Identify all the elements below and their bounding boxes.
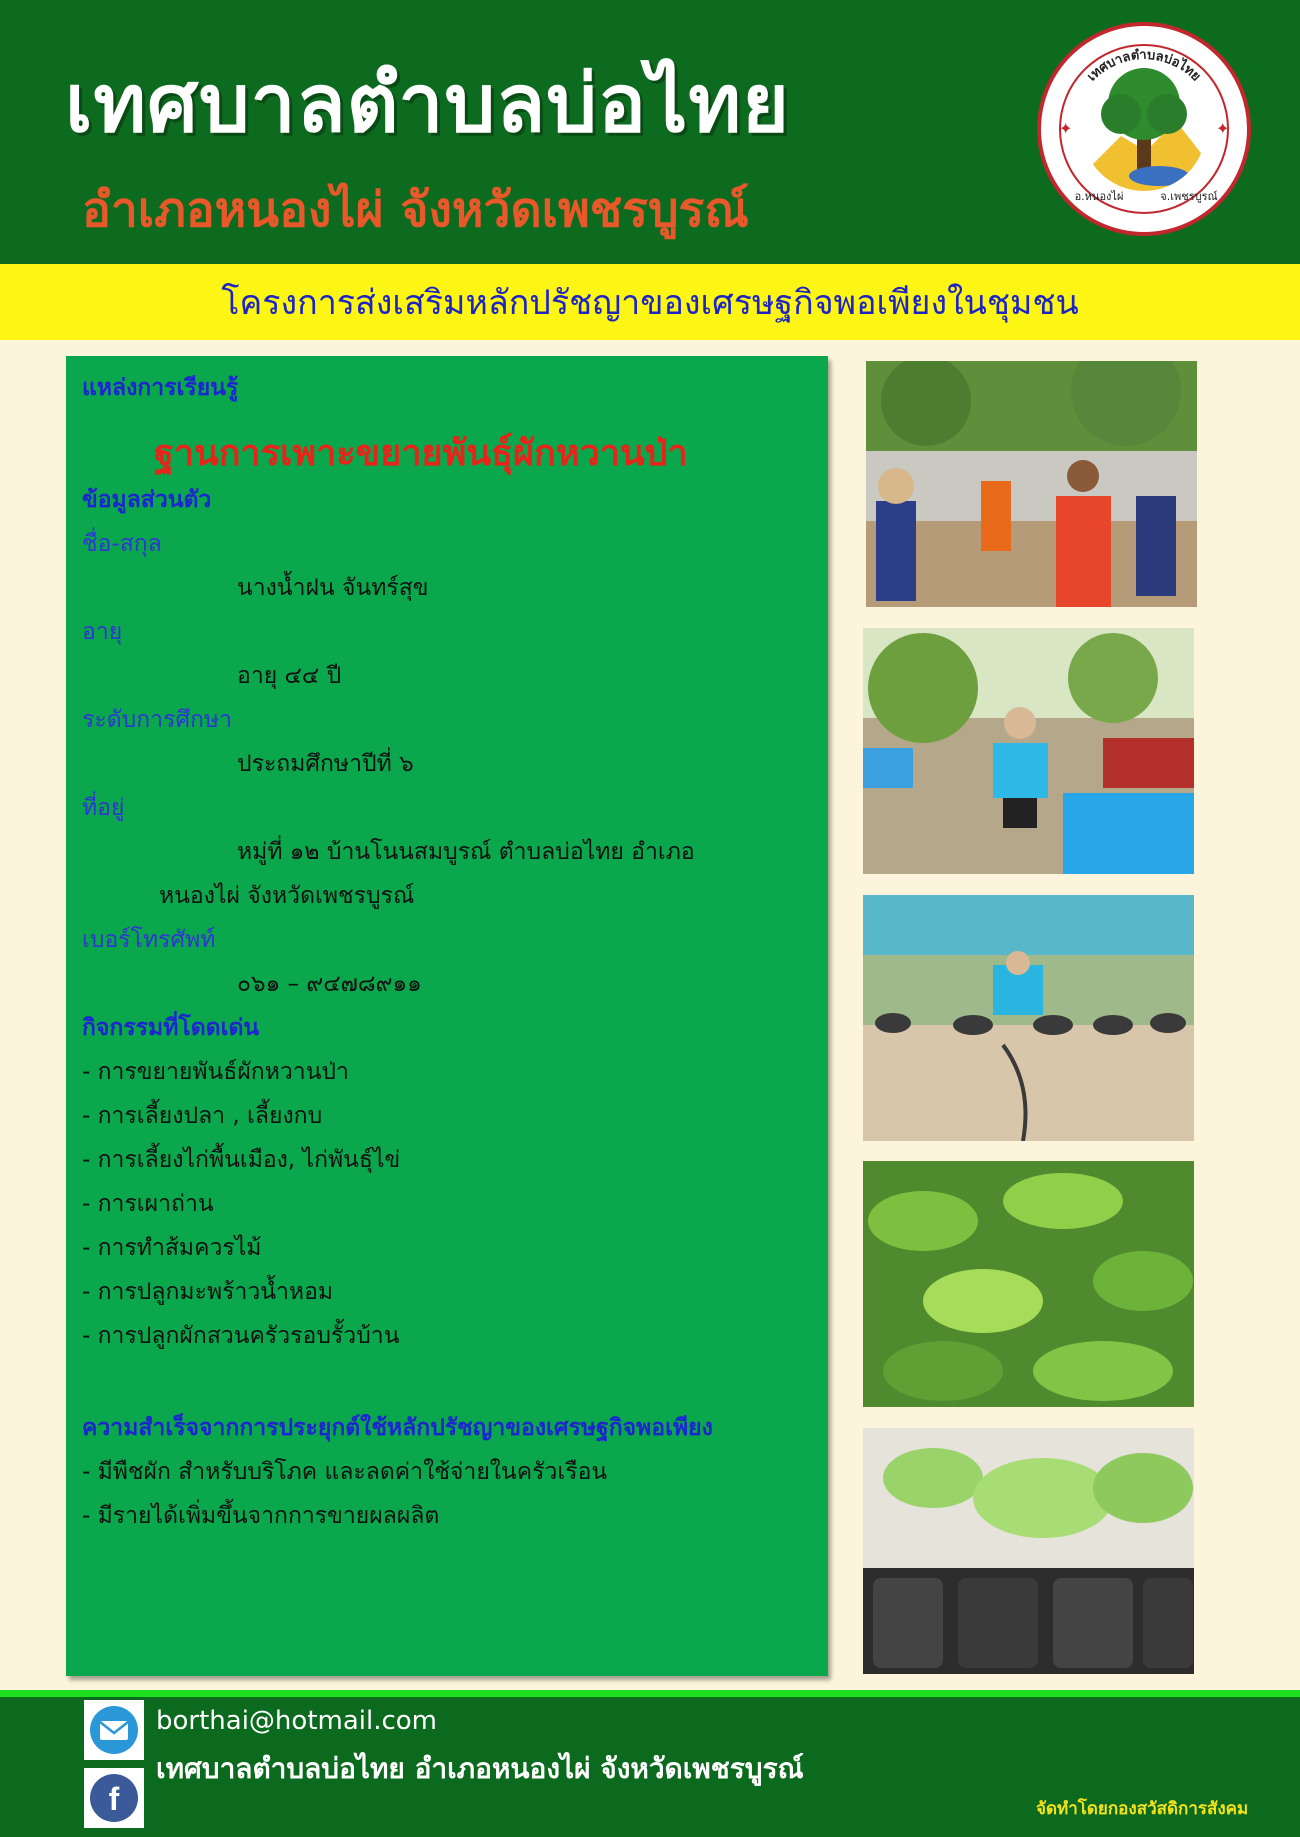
seal-bottom-right: จ.เพชรบูรณ์ xyxy=(1160,190,1218,203)
phone-label: เบอร์โทรศัพท์ xyxy=(82,927,216,953)
success-heading: ความสำเร็จจากการประยุกต์ใช้หลักปรัชญาของเศรษฐกิจพอเพียง xyxy=(82,1415,713,1441)
photo-nursery-pots xyxy=(863,895,1194,1141)
success-item: - มีพืชผัก สำหรับบริโภค และลดค่าใช้จ่ายในครัวเรือน xyxy=(82,1459,608,1485)
success-item: - มีรายได้เพิ่มขึ้นจากการขายผลผลิต xyxy=(82,1503,440,1529)
seal-ornament-right: ✦ xyxy=(1216,119,1230,138)
contact-email[interactable]: borthai@hotmail.com xyxy=(156,1706,438,1736)
activities-heading: กิจกรรมที่โดดเด่น xyxy=(82,1015,260,1041)
photo-gardener-seedlings xyxy=(863,628,1194,874)
name-value: นางน้ำฝน จันทร์สุข xyxy=(237,575,429,601)
address-line-2: หนองไผ่ จังหวัดเพชรบูรณ์ xyxy=(159,883,415,909)
activity-item: - การเผาถ่าน xyxy=(82,1191,214,1217)
phone-value: ๐๖๑ – ๙๔๗๘๙๑๑ xyxy=(237,971,422,997)
photo-vegetable-leaves xyxy=(863,1161,1194,1407)
photo-visitors-garden xyxy=(866,361,1197,607)
education-value: ประถมศึกษาปีที่ ๖ xyxy=(237,751,414,777)
activity-item: - การทำส้มควรไม้ xyxy=(82,1235,262,1261)
svg-text:f: f xyxy=(108,1781,120,1817)
site-title: ฐานการเพาะขยายพันธุ์ผักหวานป่า xyxy=(154,433,688,474)
email-icon xyxy=(84,1700,144,1760)
personal-info-heading: ข้อมูลส่วนตัว xyxy=(82,487,212,513)
activity-item: - การเลี้ยงปลา , เลี้ยงกบ xyxy=(82,1103,323,1129)
municipality-seal xyxy=(1037,22,1251,236)
activity-item: - การปลูกมะพร้าวน้ำหอม xyxy=(82,1279,334,1305)
facebook-page-name[interactable]: เทศบาลตำบลบ่อไทย อำเภอหนองไผ่ จังหวัดเพชรบูรณ์ xyxy=(156,1752,804,1785)
project-title: โครงการส่งเสริมหลักปรัชญาของเศรษฐกิจพอเพียงในชุมชน xyxy=(221,283,1079,323)
name-label: ชื่อ-สกุล xyxy=(82,531,162,557)
org-location: อำเภอหนองไผ่ จังหวัดเพชรบูรณ์ xyxy=(82,182,749,238)
address-label: ที่อยู่ xyxy=(82,795,125,821)
org-name: เทศบาลตำบลบ่อไทย xyxy=(65,57,790,150)
seal-ornament-left: ✦ xyxy=(1059,119,1073,138)
header xyxy=(0,0,1300,264)
seal-graphic xyxy=(1041,26,1247,232)
age-value: อายุ ๔๔ ปี xyxy=(237,663,342,689)
seal-top-text: เทศบาลตำบลบ่อไทย xyxy=(1084,47,1204,85)
photo-seedling-bags xyxy=(863,1428,1194,1674)
seal-bottom-left: อ.หนองไผ่ xyxy=(1074,190,1124,203)
activity-item: - การปลูกผักสวนครัวรอบรั้วบ้าน xyxy=(82,1323,400,1349)
facebook-icon xyxy=(84,1768,144,1828)
address-line-1: หมู่ที่ ๑๒ บ้านโนนสมบูรณ์ ตำบลบ่อไทย อำเภอ xyxy=(237,839,695,865)
activity-item: - การเลี้ยงไก่พื้นเมือง, ไก่พันธุ์ไข่ xyxy=(82,1147,401,1173)
info-panel xyxy=(66,356,828,1676)
project-banner xyxy=(0,264,1300,340)
footer xyxy=(0,1697,1300,1837)
age-label: อายุ xyxy=(82,619,123,645)
activity-item: - การขยายพันธ์ผักหวานป่า xyxy=(82,1059,349,1085)
footer-stripe xyxy=(0,1690,1300,1697)
education-label: ระดับการศึกษา xyxy=(82,707,233,733)
organizer-credit: จัดทำโดยกองสวัสดิการสังคม xyxy=(1036,1799,1249,1819)
learning-source-label: แหล่งการเรียนรู้ xyxy=(82,375,239,401)
